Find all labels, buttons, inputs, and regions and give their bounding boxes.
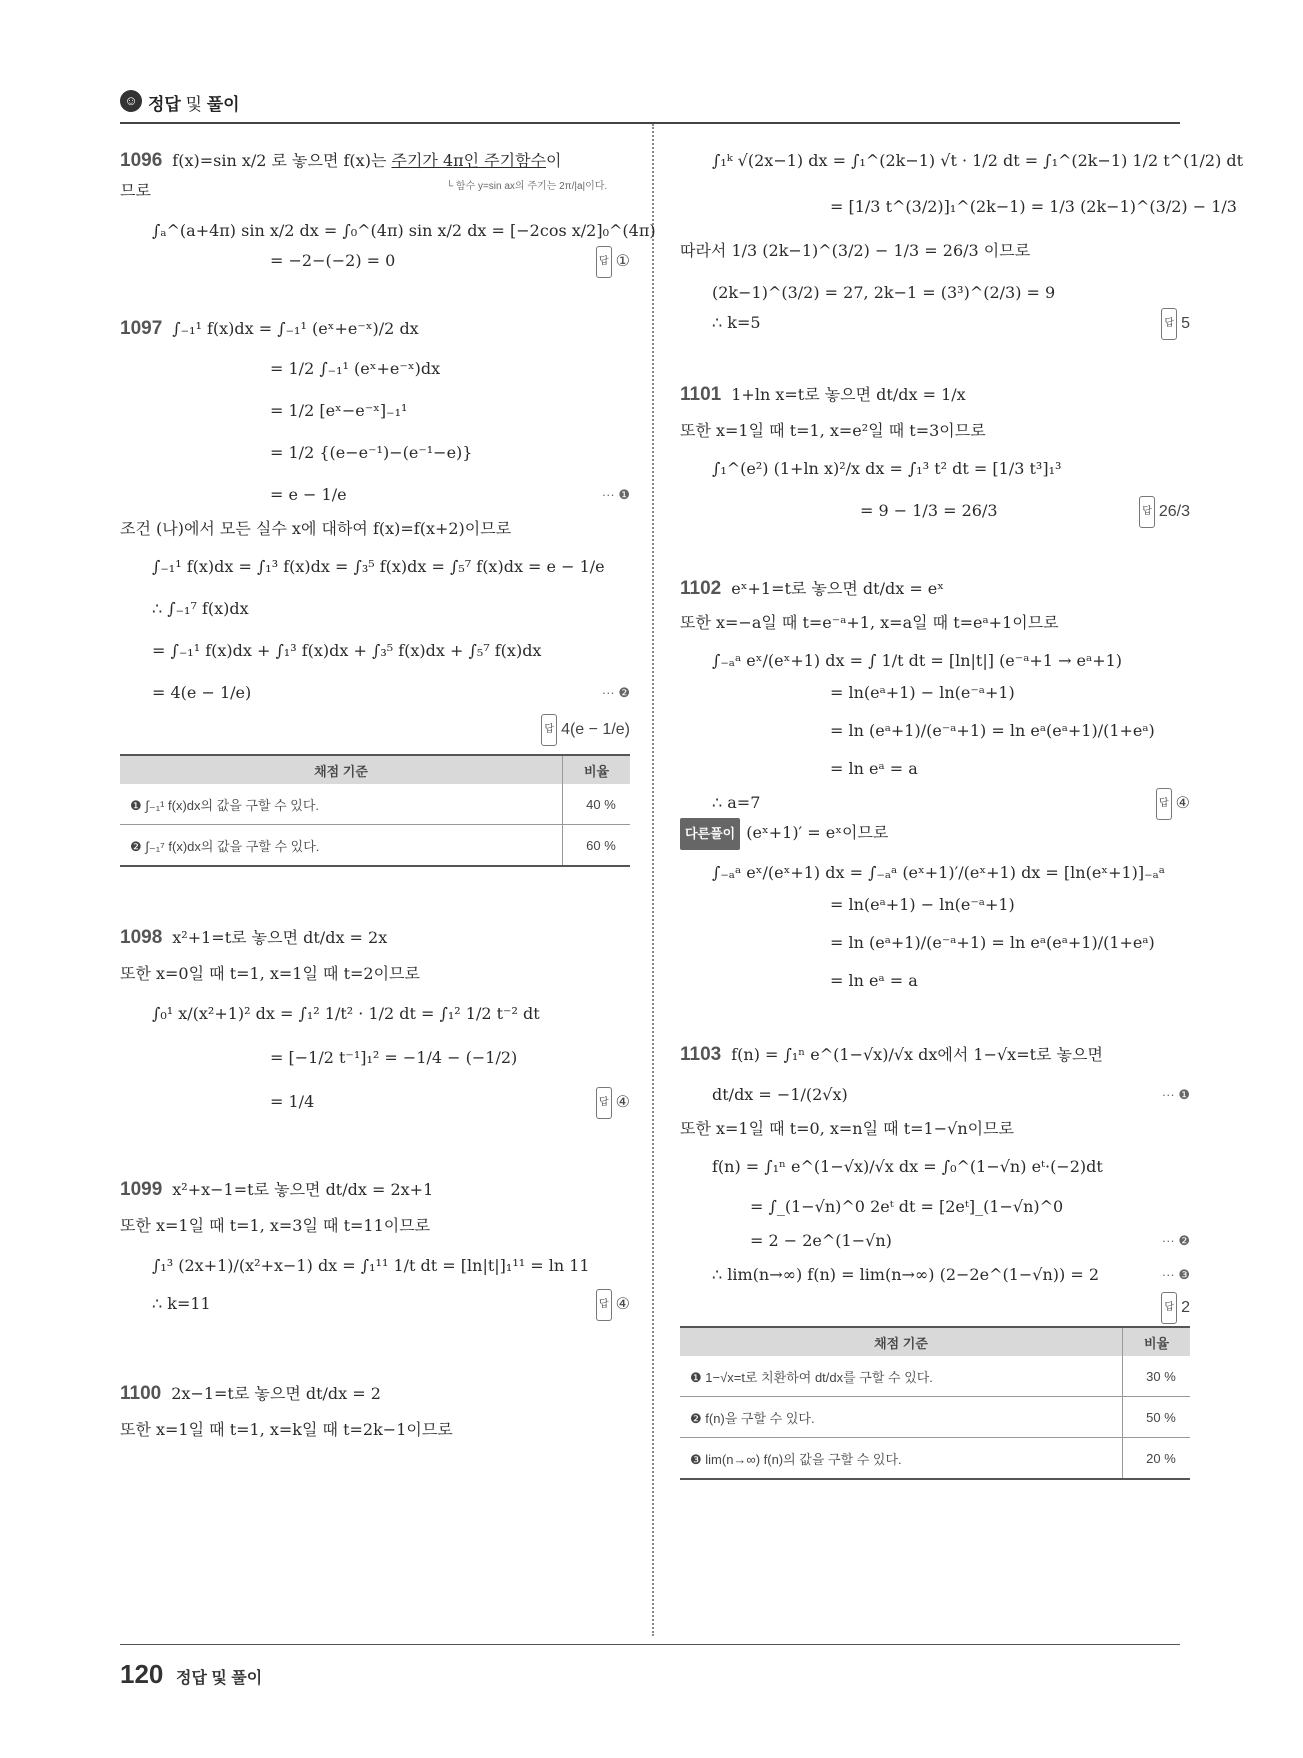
problem-number: 1096 xyxy=(120,150,163,171)
problem-number: 1101 xyxy=(680,384,722,405)
table-row: ❶ 1−√x=t로 치환하여 dt/dx를 구할 수 있다. 30 % xyxy=(680,1356,1190,1397)
answer-badge: 답 5 xyxy=(1161,308,1190,340)
alternative-solution-tag: 다른풀이 xyxy=(680,818,740,850)
page-number: 120 xyxy=(120,1659,164,1689)
table-row: ❶ ∫₋₁¹ f(x)dx의 값을 구할 수 있다. 40 % xyxy=(120,784,630,825)
problem-number: 1100 xyxy=(120,1383,162,1404)
problem-number: 1103 xyxy=(680,1044,722,1065)
period-note: └ 함수 y=sin ax의 주기는 2π/|a|이다. xyxy=(446,181,608,192)
grade-header-criteria: 채점 기준 xyxy=(680,1327,1123,1356)
right-column xyxy=(680,124,1244,1480)
header-title: 정답 및 풀이 xyxy=(148,95,240,114)
problem-number: 1097 xyxy=(120,318,163,339)
step-marker: ··· ❶ xyxy=(1161,1087,1190,1102)
step-marker: ··· ❶ xyxy=(601,487,630,502)
answer-badge: 답 ① xyxy=(596,246,630,278)
page-header xyxy=(120,86,1180,124)
table-row: ❸ lim(n→∞) f(n)의 값을 구할 수 있다. 20 % xyxy=(680,1438,1190,1480)
grade-header-criteria: 채점 기준 xyxy=(120,755,563,784)
table-row: ❷ f(n)을 구할 수 있다. 50 % xyxy=(680,1397,1190,1438)
problem-number: 1098 xyxy=(120,927,163,948)
step-marker: ··· ❷ xyxy=(601,685,630,700)
grading-table-1097 xyxy=(120,754,630,867)
answer-badge: 답 26/3 xyxy=(1139,496,1190,528)
problem-1103: 1103 f(n) = ∫₁ⁿ e^(1−√x)/√x dx에서 1−√x=t로 놓으면 dt/dx = −1/(2√x) ··· ❶ 또한 x=1일 때 t=0, x=n일 때 t=1−√n이므로 f(n) = ∫₁ⁿ e^(1−√x)/√x dx = ∫₀^(1−√n) eᵗ·(−2)dt = ∫_(1−√n)^0 2eᵗ dt = [2eᵗ]_(1−√n)^0 = 2 − 2e^(1−√n) ··· ❷ ∴ lim(n→∞) f(n) = lim(n→∞) (2−2e^(1−√n)) = 2 ··· ❸ 답 2 xyxy=(680,1040,1190,1320)
footer-title: 정답 및 풀이 xyxy=(176,1670,263,1687)
step-marker: ··· ❷ xyxy=(1161,1233,1190,1248)
problem-number: 1099 xyxy=(120,1179,163,1200)
problem-1100: 1100 2x−1=t로 놓으면 dt/dx = 2 또한 x=1일 때 t=1, x=k일 때 t=2k−1이므로 xyxy=(120,1383,453,1439)
problem-number: 1102 xyxy=(680,578,722,599)
problem-1098: 1098 x²+1=t로 놓으면 dt/dx = 2x 또한 x=0일 때 t=1, x=1일 때 t=2이므로 ∫₀¹ x/(x²+1)² dx = ∫₁² 1/t² · 1/2 dt = ∫₁² 1/2 t⁻² dt = [−1/2 t⁻¹]₁² = −1/4 − (−1/2) = 1/4 답 ④ xyxy=(120,923,630,1117)
problem-1096: 1096 f(x)=sin x/2 로 놓으면 f(x)는 주기가 4π인 주기함수이 므로 └ 함수 y=sin ax의 주기는 2π/|a|이다. ∫ₐ^(a+4π) sin x/2 dx = ∫₀^(4π) sin x/2 dx = [−2cos x/2]₀^(4π) = −2−(−2) = 0 답 ① xyxy=(120,146,630,276)
page-footer xyxy=(120,1644,1180,1689)
table-row: ❷ ∫₋₁⁷ f(x)dx의 값을 구할 수 있다. 60 % xyxy=(120,825,630,867)
answer-badge: 답 ④ xyxy=(596,1087,630,1119)
smiley-logo-icon: ☺ xyxy=(120,90,142,112)
problem-1097: 1097 ∫₋₁¹ f(x)dx = ∫₋₁¹ (eˣ+e⁻ˣ)/2 dx = 1/2 ∫₋₁¹ (eˣ+e⁻ˣ)dx = 1/2 [eˣ−e⁻ˣ]₋₁¹ = 1/2 {(e−e⁻¹)−(e⁻¹−e)} = e − 1/e ··· ❶ 조건 (나)에서 모든 실수 x에 대하여 f(x)=f(x+2)이므로 ∫₋₁¹ f(x)dx = ∫₁³ f(x)dx = ∫₃⁵ f(x)dx = ∫₅⁷ f(x)dx = e − 1/e ∴ ∫₋₁⁷ f(x)dx = ∫₋₁¹ f(x)dx + ∫₁³ f(x)dx + ∫₃⁵ f(x)dx + ∫₅⁷ f(x)dx = 4(e − 1/e) ··· ❷ 답 4(e − 1/e) xyxy=(120,314,630,748)
grading-table-1103 xyxy=(680,1326,1190,1480)
column-divider xyxy=(652,124,654,1636)
answer-badge: 답 ④ xyxy=(596,1289,630,1321)
problem-1102: 1102 eˣ+1=t로 놓으면 dt/dx = eˣ 또한 x=−a일 때 t=e⁻ᵃ+1, x=a일 때 t=eᵃ+1이므로 ∫₋ₐᵃ eˣ/(eˣ+1) dx = ∫ 1/t dt = [ln|t|] (e⁻ᵃ+1 → eᵃ+1) = ln(eᵃ+1) − ln(e⁻ᵃ+1) = ln (eᵃ+1)/(e⁻ᵃ+1) = ln eᵃ(eᵃ+1)/(1+eᵃ) = ln eᵃ = a ∴ a=7 답 ④ 다른풀이 (eˣ+1)′ = eˣ이므로 ∫₋ₐᵃ eˣ/(eˣ+1) dx = ∫₋ₐᵃ (eˣ+1)′/(eˣ+1) dx = [ln(eˣ+1)]₋ₐᵃ = ln(eᵃ+1) − ln(e⁻ᵃ+1) = ln (eᵃ+1)/(e⁻ᵃ+1) = ln eᵃ(eᵃ+1)/(1+eᵃ) = ln eᵃ = a xyxy=(680,578,1190,990)
step-marker: ··· ❸ xyxy=(1161,1267,1190,1282)
answer-badge: 답 4(e − 1/e) xyxy=(541,714,630,746)
answer-badge: 답 ④ xyxy=(1156,788,1190,820)
grade-header-ratio: 비율 xyxy=(563,755,631,784)
problem-1099: 1099 x²+x−1=t로 놓으면 dt/dx = 2x+1 또한 x=1일 때 t=1, x=3일 때 t=11이므로 ∫₁³ (2x+1)/(x²+x−1) dx = ∫₁¹¹ 1/t dt = [ln|t|]₁¹¹ = ln 11 ∴ k=11 답 ④ xyxy=(120,1175,630,1319)
answer-badge: 답 2 xyxy=(1161,1292,1190,1324)
grade-header-ratio: 비율 xyxy=(1123,1327,1191,1356)
left-column xyxy=(120,124,656,1445)
problem-1100-continued: ∫₁ᵏ √(2x−1) dx = ∫₁^(2k−1) √t · 1/2 dt = ∫₁^(2k−1) 1/2 t^(1/2) dt = [1/3 t^(3/2)]₁^(2k−1) = 1/3 (2k−1)^(3/2) − 1/3 따라서 1/3 (2k−1)^(3/2) − 1/3 = 26/3 이므로 (2k−1)^(3/2) = 27, 2k−1 = (3³)^(2/3) = 9 ∴ k=5 답 5 xyxy=(680,146,1190,338)
problem-1101: 1101 1+ln x=t로 놓으면 dt/dx = 1/x 또한 x=1일 때 t=1, x=e²일 때 t=3이므로 ∫₁^(e²) (1+ln x)²/x dx = ∫₁³ t² dt = [1/3 t³]₁³ = 9 − 1/3 = 26/3 답 26/3 xyxy=(680,380,1190,526)
